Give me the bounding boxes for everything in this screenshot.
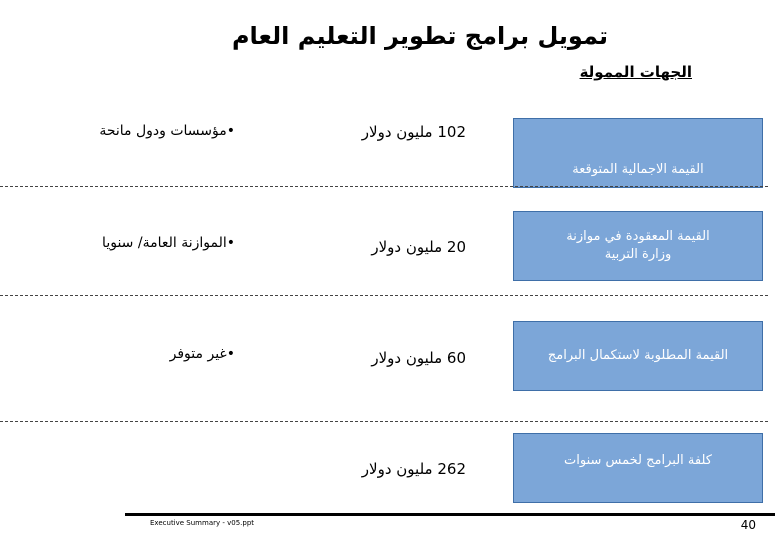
row-divider <box>0 421 768 422</box>
page-number: 40 <box>740 518 756 532</box>
amount-total-expected: 102 مليون دولار <box>361 123 466 141</box>
value-box-label: القيمة المطلوبة لاستكمال البرامج <box>547 348 729 363</box>
source-donors: •مؤسسات ودول مانحة <box>99 123 235 139</box>
source-unavailable: •غير متوفر <box>169 346 235 362</box>
footer-rule <box>125 513 775 516</box>
value-box-required-completion <box>513 321 763 391</box>
source-general-budget: •الموازنة العامة/ سنويا <box>102 235 235 251</box>
value-box-contracted-budget <box>513 211 763 281</box>
row-divider <box>0 186 768 187</box>
value-box-label: القيمة الاجمالية المتوقعة <box>572 162 704 177</box>
amount-contracted-budget: 20 مليون دولار <box>371 238 466 256</box>
value-box-label: كلفة البرامج لخمس سنوات <box>564 453 712 468</box>
value-box-five-year-cost <box>513 433 763 503</box>
amount-five-year-cost: 262 مليون دولار <box>361 460 466 478</box>
value-box-label-line2: وزارة التربية <box>604 247 672 262</box>
row-divider <box>0 295 768 296</box>
funding-sources-heading: الجهات الممولة <box>579 63 692 81</box>
footer-filename: Executive Summary - v05.ppt <box>150 519 255 527</box>
value-box-total-expected <box>513 118 763 188</box>
page-title: تمويل برامج تطوير التعليم العام <box>231 22 609 50</box>
amount-required-completion: 60 مليون دولار <box>371 349 466 367</box>
value-box-label-line1: القيمة المعقودة في موازنة <box>566 229 710 244</box>
